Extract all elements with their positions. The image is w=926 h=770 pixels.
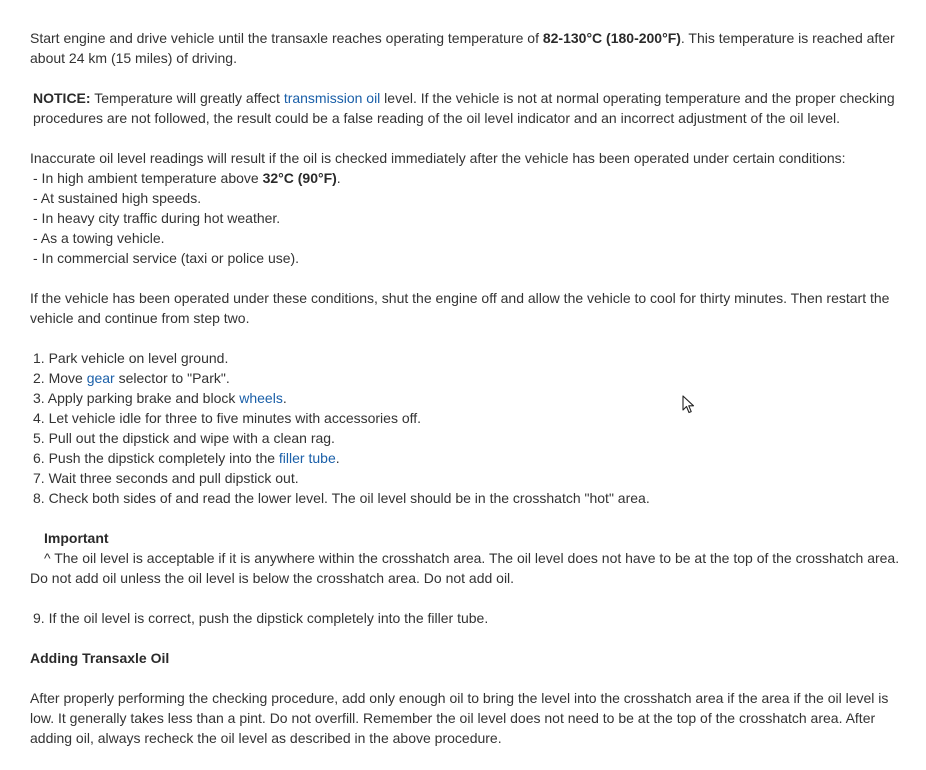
wheels-link[interactable]: wheels <box>239 390 283 406</box>
adding-heading <box>30 648 914 668</box>
condition-item: - In heavy city traffic during hot weather. <box>33 210 281 226</box>
step-text-end: . <box>335 450 340 466</box>
conditions-lead: Inaccurate oil level readings will result if the oil is checked immediately after the vehicle has been operated under certain conditions: <box>30 150 846 166</box>
important-label: Important <box>44 530 109 546</box>
condition-item: - In commercial service (taxi or police use). <box>33 250 300 266</box>
filler-tube-link[interactable]: filler tube <box>278 450 336 466</box>
ambient-temperature: 32°C (90°F) <box>262 170 337 186</box>
step-item <box>30 388 914 408</box>
intro-text-end: . This temperature is reached after about 24 km (15 miles) of driving. <box>30 30 895 66</box>
adding-heading-text: Adding Transaxle Oil <box>30 650 170 666</box>
intro-text: Start engine and drive vehicle until the transaxle reaches operating temperature of <box>30 30 543 46</box>
step-text: 2. Move <box>33 370 87 386</box>
notice-text-end: level. If the vehicle is not at normal operating temperature and the proper checking procedures are not followed, the result could be a false reading of the oil level indicator and an incorrect adjustment of the oil level. <box>33 90 895 126</box>
caret-icon: ^ <box>44 550 51 566</box>
important-note <box>30 548 914 588</box>
notice-label: NOTICE: <box>33 90 91 106</box>
condition-item: - As a towing vehicle. <box>33 230 165 246</box>
step-text: 3. Apply parking brake and block <box>33 390 240 406</box>
important-text: The oil level is acceptable if it is anywhere within the crosshatch area. The oil level does not have to be at the top of the crosshatch area. Do not add oil unless the oil level is below the crosshatch area. Do not add oil. <box>30 550 900 586</box>
step-item: 5. Pull out the dipstick and wipe with a clean rag. <box>33 430 335 446</box>
important-title <box>30 528 914 548</box>
step-item <box>30 368 914 388</box>
step-item: 4. Let vehicle idle for three to five minutes with accessories off. <box>33 410 422 426</box>
step-item: 8. Check both sides of and read the lower level. The oil level should be in the crosshatch "hot" area. <box>33 490 650 506</box>
gear-link[interactable]: gear <box>86 370 115 386</box>
condition-text: - In high ambient temperature above <box>33 170 263 186</box>
notice-text: Temperature will greatly affect <box>90 90 284 106</box>
condition-item: - At sustained high speeds. <box>33 190 202 206</box>
mouse-pointer-icon <box>682 395 696 415</box>
cool-down-note: If the vehicle has been operated under these conditions, shut the engine off and allow the vehicle to cool for thirty minutes. Then restart the vehicle and continue from step two. <box>30 290 890 326</box>
step-item: 9. If the oil level is correct, push the dipstick completely into the filler tube. <box>33 610 489 626</box>
intro-paragraph <box>30 28 914 68</box>
step-item: 7. Wait three seconds and pull dipstick out. <box>33 470 299 486</box>
operating-temperature: 82-130°C (180-200°F) <box>542 30 681 46</box>
notice-paragraph <box>30 88 914 128</box>
adding-paragraph: After properly performing the checking procedure, add only enough oil to bring the level into the crosshatch area if the area if the oil level is low. It generally takes less than a pint. Do not overfill. Remember the oil level does not need to be at the top of the crosshatch area. After adding oil, always recheck the oil level as described in the above procedure. <box>30 690 889 746</box>
document-body <box>30 28 914 748</box>
condition-item <box>30 168 914 188</box>
step-item <box>30 448 914 468</box>
step-text-end: . <box>282 390 287 406</box>
step-item: 1. Park vehicle on level ground. <box>33 350 229 366</box>
transmission-oil-link[interactable]: transmission oil <box>283 90 381 106</box>
step-text-end: selector to "Park". <box>114 370 230 386</box>
step-text: 6. Push the dipstick completely into the <box>33 450 279 466</box>
condition-text-end: . <box>336 170 341 186</box>
